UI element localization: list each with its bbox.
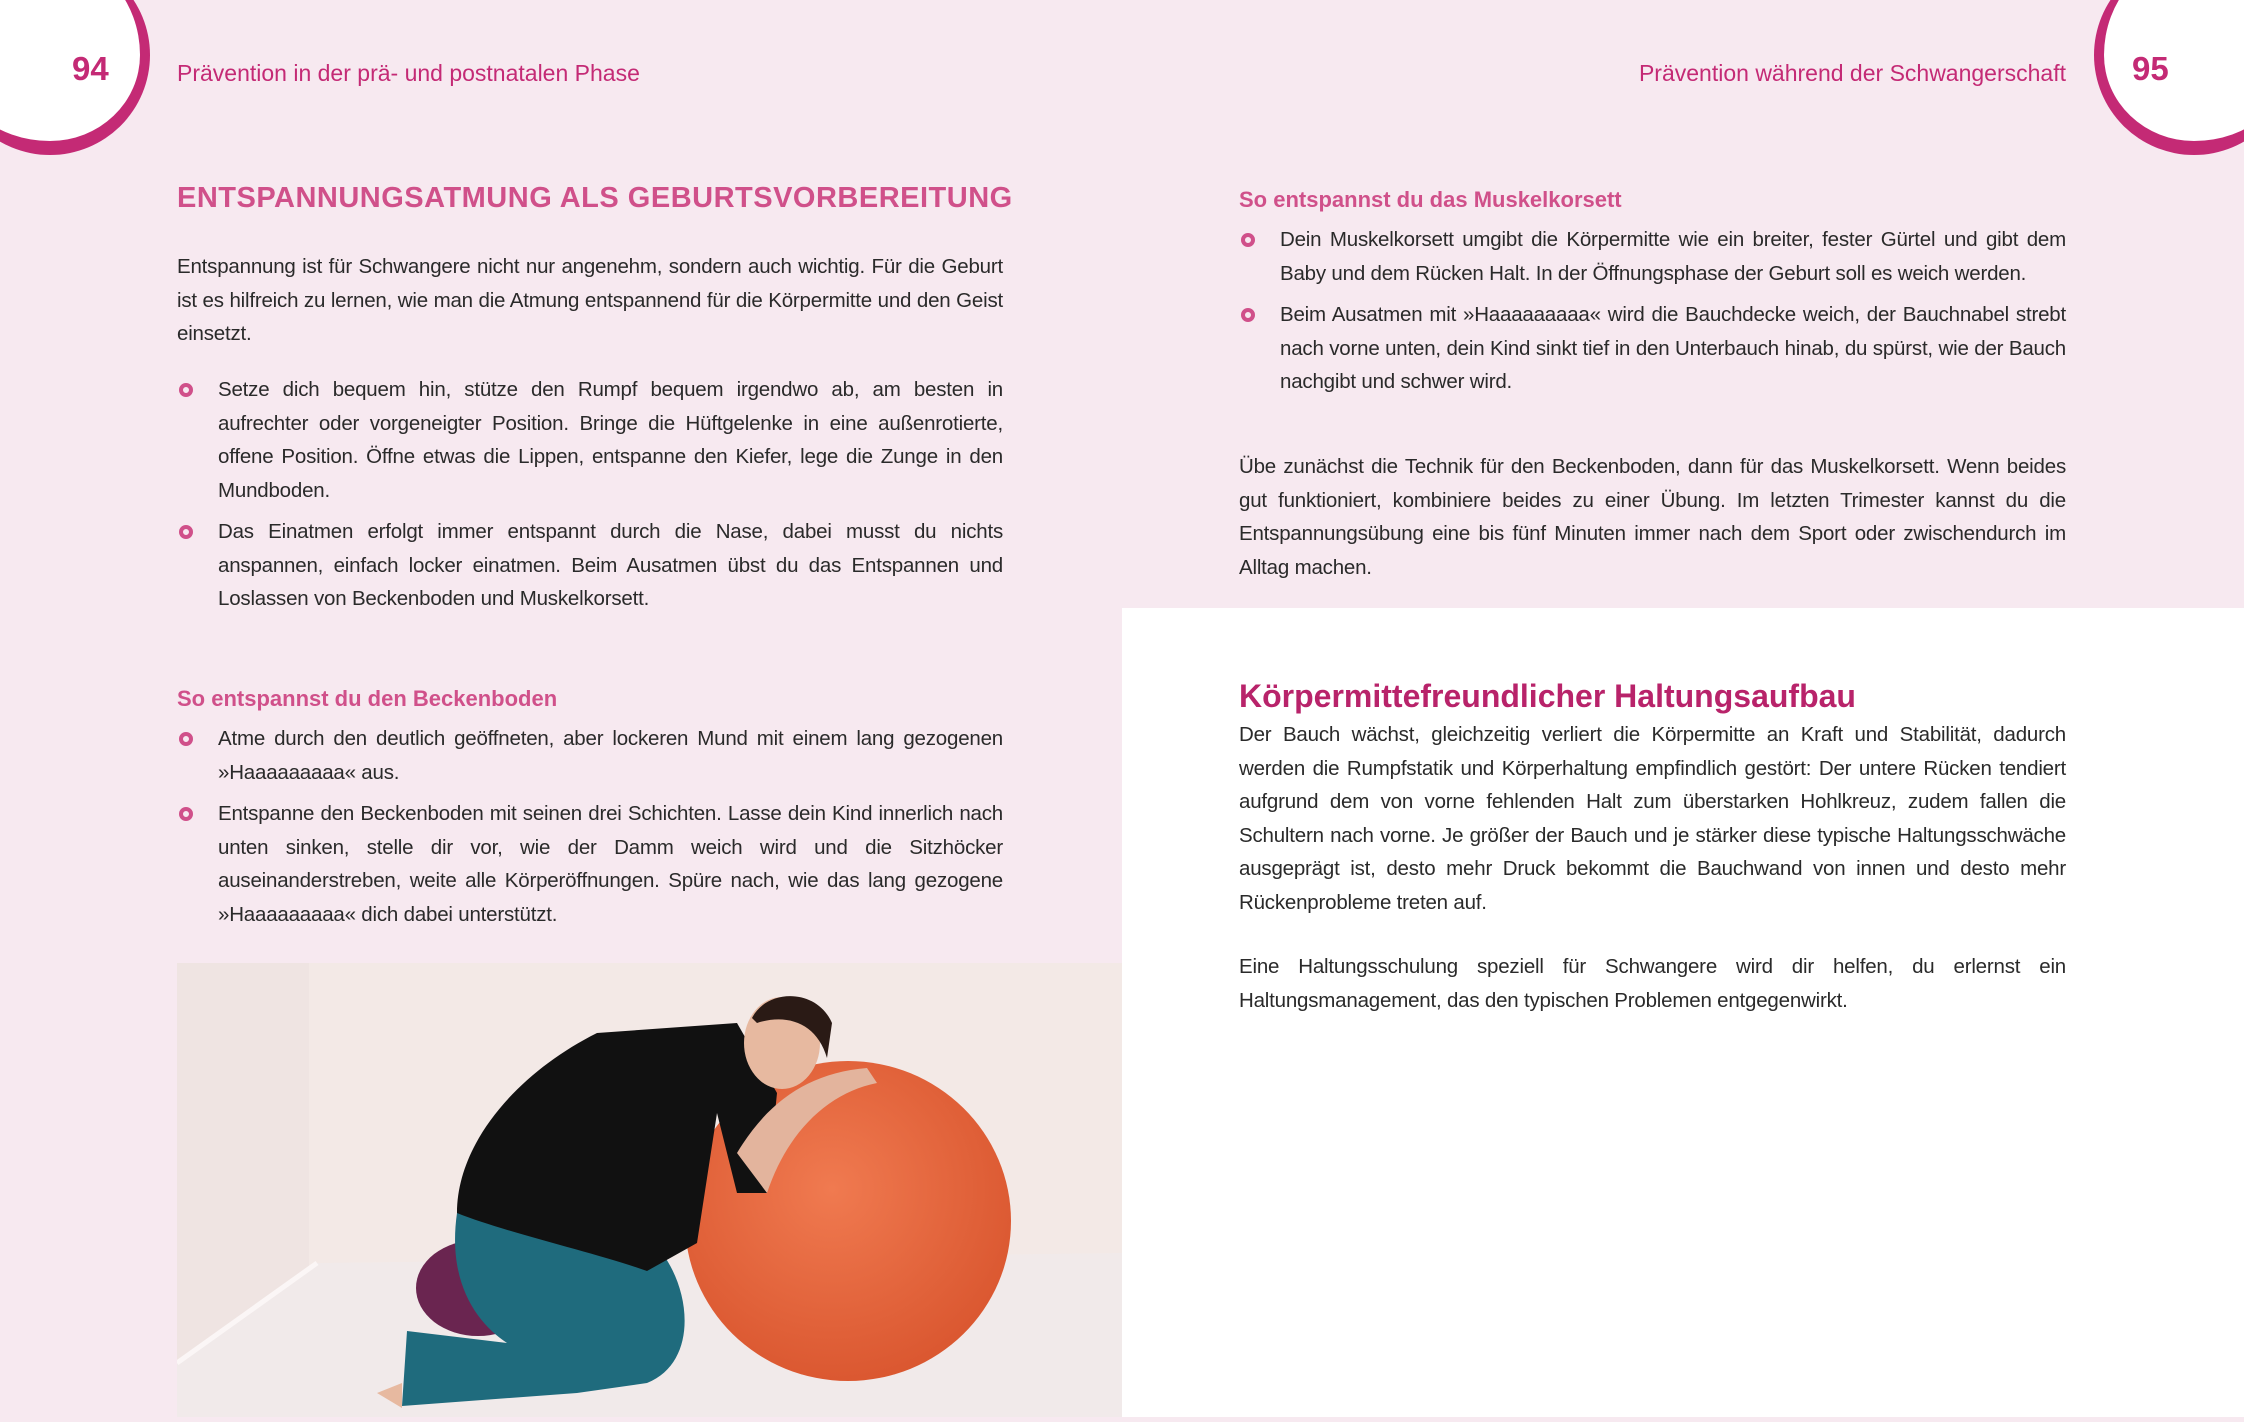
posture-paragraph-2: Eine Haltungsschulung speziell für Schwangere wird dir helfen, du erlernst ein Haltungsmanagement, das den typischen Problemen entgegenwirkt. xyxy=(1239,955,2066,1012)
subheading-beckenboden: So entspannst du den Beckenboden xyxy=(177,686,558,711)
list-item xyxy=(1239,223,2066,290)
practice-paragraph: Übe zunächst die Technik für den Beckenboden, dann für das Muskelkorsett. Wenn beides gut funktioniert, kombiniere beides zu einer Übung. Im letzten Trimester kannst du die Entspannungsübung eine bis fünf Minuten immer nach dem Sport oder zwischendurch im Alltag machen. xyxy=(1239,455,2066,579)
list-item-text: Atme durch den deutlich geöffneten, aber lockeren Mund mit einem lang gezogenen »Haaaaaaaaa« aus. xyxy=(218,727,1003,784)
list-item xyxy=(1239,298,2066,399)
intro-paragraph: Entspannung ist für Schwangere nicht nur angenehm, sondern auch wichtig. Für die Geburt ist es hilfreich zu lernen, wie man die Atmung entspannend für die Körpermitte und den Geist einsetzt. xyxy=(177,255,1003,345)
running-head-left: Prävention in der prä- und postnatalen Phase xyxy=(177,60,640,86)
list-item-text: Dein Muskelkorsett umgibt die Körpermitte wie ein breiter, fester Gürtel und gibt dem Baby und dem Rücken Halt. In der Öffnungsphase der Geburt soll es weich werden. xyxy=(1280,228,2066,285)
bullet-ring-icon xyxy=(179,383,193,397)
list-item-text: Das Einatmen erfolgt immer entspannt durch die Nase, dabei musst du nichts anspannen, einfach locker einatmen. Beim Ausatmen übst du das Entspannen und Loslassen von Beckenboden und Muskelkorsett. xyxy=(218,520,1003,610)
photo-pregnant-woman-on-ball xyxy=(177,963,1122,1417)
list-item-text: Setze dich bequem hin, stütze den Rumpf bequem irgendwo ab, am besten in aufrechter oder vorgeneigter Position. Bringe die Hüftgelenke in eine außenrotierte, offene Position. Öffne etwas die Lippen, entspanne den Kiefer, lege die Zunge in den Mundboden. xyxy=(218,378,1003,502)
list-item xyxy=(177,722,1003,789)
beckenboden-list xyxy=(177,722,1003,939)
bullet-ring-icon xyxy=(179,525,193,539)
list-item xyxy=(177,515,1003,616)
running-head-right: Prävention während der Schwangerschaft xyxy=(1638,60,2066,86)
bullet-ring-icon xyxy=(179,807,193,821)
list-item xyxy=(177,797,1003,931)
page-number-right: 95 xyxy=(2132,50,2169,87)
subheading-muskelkorsett: So entspannst du das Muskelkorsett xyxy=(1239,187,1622,212)
bullet-ring-icon xyxy=(1241,308,1255,322)
page-number-left: 94 xyxy=(72,50,109,87)
section-heading: ENTSPANNUNGSATMUNG ALS GEBURTSVORBEREITUNG xyxy=(177,182,1013,214)
posture-paragraph-1: Der Bauch wächst, gleichzeitig verliert die Körpermitte an Kraft und Stabilität, dadurch werden die Rumpfstatik und Körperhaltung empfindlich gestört: Der untere Rücken tendiert aufgrund dem von vorne fehlenden Halt zum überstarken Hohlkreuz, zudem fallen die Schultern nach vorne. Je größer der Bauch und je stärker diese typische Haltungsschwäche ausgeprägt ist, desto mehr Druck bekommt die Bauchwand von innen und desto mehr Rückenprobleme treten auf. xyxy=(1239,723,2066,914)
posture-heading: Körpermittefreundlicher Haltungsaufbau xyxy=(1239,678,1856,714)
bullet-ring-icon xyxy=(1241,233,1255,247)
list-item-text: Entspanne den Beckenboden mit seinen drei Schichten. Lasse dein Kind innerlich nach unten sinken, stelle dir vor, wie der Damm weich wird und die Sitzhöcker auseinanderstreben, weite alle Körperöffnungen. Spüre nach, wie das lang gezogene »Haaaaaaaaa« dich dabei unterstützt. xyxy=(218,802,1003,926)
list-item xyxy=(177,373,1003,507)
bullet-list xyxy=(177,373,1003,624)
list-item-text: Beim Ausatmen mit »Haaaaaaaaa« wird die Bauchdecke weich, der Bauchnabel strebt nach vorne unten, dein Kind sinkt tief in den Unterbauch hinab, du spürst, wie der Bauch nachgibt und schwer wird. xyxy=(1280,303,2066,393)
muskelkorsett-list xyxy=(1239,223,2066,407)
bullet-ring-icon xyxy=(179,732,193,746)
